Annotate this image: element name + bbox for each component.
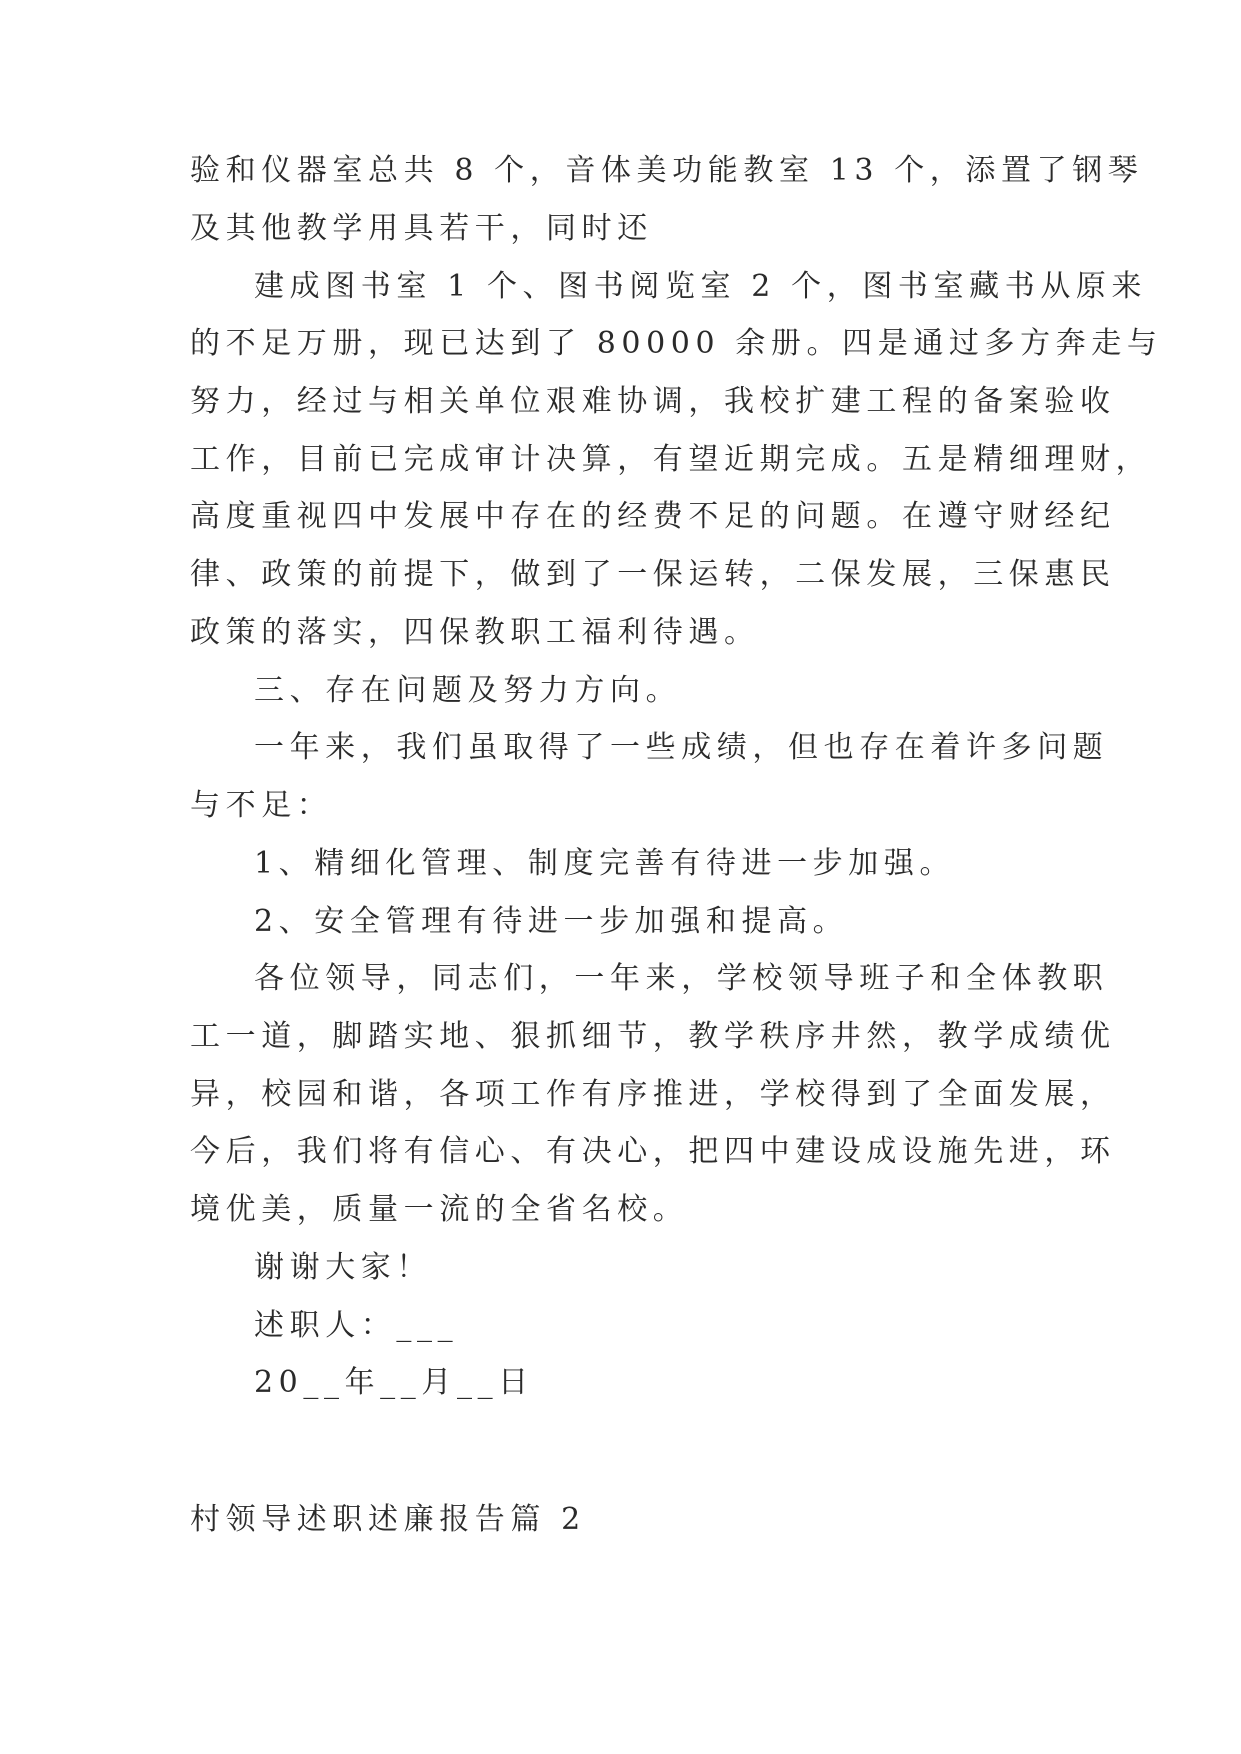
paragraph-line: 政策的落实，四保教职工福利待遇。 — [190, 615, 760, 650]
signature-line: 述职人：___ — [254, 1308, 459, 1343]
paragraph-line: 的不足万册，现已达到了 80000 余册。四是通过多方奔走与 — [190, 326, 1163, 361]
closing-thanks: 谢谢大家！ — [254, 1250, 432, 1285]
section-heading: 三、存在问题及努力方向。 — [254, 673, 682, 708]
date-line: 20__年__月__日 — [254, 1365, 534, 1400]
paragraph-line: 境优美，质量一流的全省名校。 — [190, 1192, 689, 1227]
paragraph-line: 努力，经过与相关单位艰难协调，我校扩建工程的备案验收 — [190, 384, 1116, 419]
paragraph-line: 与不足： — [190, 788, 333, 823]
next-section-title: 村领导述职述廉报告篇 2 — [190, 1502, 586, 1537]
list-item: 1、精细化管理、制度完善有待进一步加强。 — [254, 846, 956, 881]
paragraph-line: 建成图书室 1 个、图书阅览室 2 个，图书室藏书从原来 — [254, 269, 1148, 304]
paragraph-line: 工作，目前已完成审计决算，有望近期完成。五是精细理财， — [190, 442, 1152, 477]
paragraph-line: 工一道，脚踏实地、狠抓细节，教学秩序井然，教学成绩优 — [190, 1019, 1116, 1054]
paragraph-line: 各位领导，同志们，一年来，学校领导班子和全体教职 — [254, 961, 1109, 996]
paragraph-line: 律、政策的前提下，做到了一保运转，二保发展，三保惠民 — [190, 557, 1116, 592]
paragraph-line: 异，校园和谐，各项工作有序推进，学校得到了全面发展， — [190, 1077, 1116, 1112]
list-item: 2、安全管理有待进一步加强和提高。 — [254, 904, 849, 939]
paragraph-line: 今后，我们将有信心、有决心，把四中建设成设施先进，环 — [190, 1134, 1116, 1169]
paragraph-line: 高度重视四中发展中存在的经费不足的问题。在遵守财经纪 — [190, 499, 1116, 534]
paragraph-line: 验和仪器室总共 8 个，音体美功能教室 13 个，添置了钢琴 — [190, 153, 1144, 188]
paragraph-line: 一年来，我们虽取得了一些成绩，但也存在着许多问题 — [254, 730, 1109, 765]
paragraph-line: 及其他教学用具若干，同时还 — [190, 211, 653, 246]
